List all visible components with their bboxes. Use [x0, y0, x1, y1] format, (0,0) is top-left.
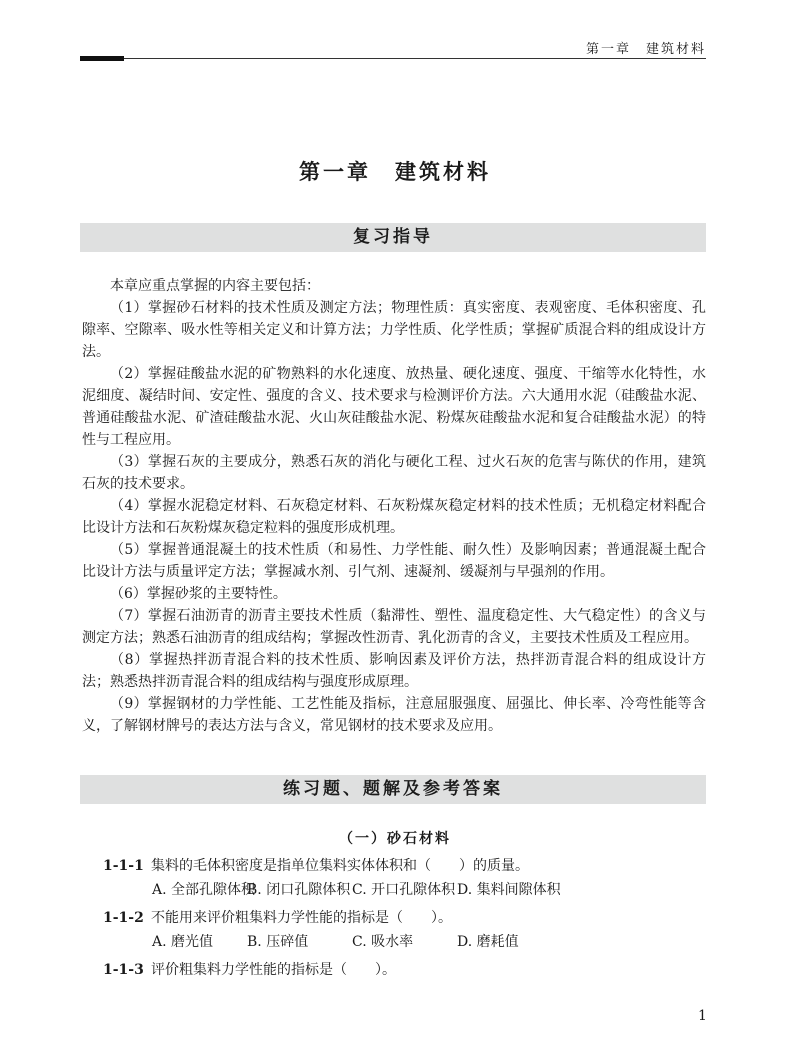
question-number: 1-1-3: [103, 962, 144, 978]
point-paragraph: （6）掌握砂浆的主要特性。: [110, 586, 287, 602]
intro-paragraph: 本章应重点掌握的内容主要包括：: [110, 278, 320, 294]
running-head: 第一章 建筑材料: [585, 42, 706, 57]
question-1-1-2: [103, 907, 452, 929]
review-body: [82, 275, 706, 737]
question-1-1-1: [103, 855, 529, 877]
point-paragraph: （4）掌握水泥稳定材料、石灰稳定材料、石灰粉煤灰稳定材料的技术性质；无机稳定材料配合比设计方法和石灰粉煤灰稳定粒料的强度形成机理。: [82, 498, 706, 536]
point-paragraph: （5）掌握普通混凝土的技术性质（和易性、力学性能、耐久性）及影响因素；普通混凝土配合比设计方法与质量评定方法；掌握减水剂、引气剂、速凝剂、缓凝剂与早强剂的作用。: [82, 542, 706, 580]
option-c: C. 吸水率: [352, 934, 414, 950]
question-text: 集料的毛体积密度是指单位集料实体体积和（ ）的质量。: [151, 858, 529, 874]
point-paragraph: （1）掌握砂石材料的技术性质及测定方法；物理性质：真实密度、表观密度、毛体积密度、孔隙率、空隙率、吸水性等相关定义和计算方法；力学性质、化学性质；掌握矿质混合料的组成设计方法。: [82, 300, 706, 360]
question-text: 评价粗集料力学性能的指标是（ ）。: [151, 962, 396, 978]
option-b: B. 闭口孔隙体积: [247, 882, 351, 898]
point-paragraph: （3）掌握石灰的主要成分，熟悉石灰的消化与硬化工程、过火石灰的危害与陈伏的作用，建筑石灰的技术要求。: [82, 454, 706, 492]
option-d: D. 磨耗值: [457, 934, 519, 950]
page-number: 1: [698, 1008, 707, 1024]
question-number: 1-1-1: [103, 858, 144, 874]
header-bar: [80, 56, 124, 61]
header-rule: [80, 58, 706, 59]
point-paragraph: （7）掌握石油沥青的沥青主要技术性质（黏滞性、塑性、温度稳定性、大气稳定性）的含义与测定方法；熟悉石油沥青的组成结构；掌握改性沥青、乳化沥青的含义，主要技术性质及工程应用。: [82, 608, 706, 646]
point-paragraph: （9）掌握钢材的力学性能、工艺性能及指标，注意屈服强度、屈强比、伸长率、冷弯性能等含义，了解钢材牌号的表达方法与含义，常见钢材的技术要求及应用。: [82, 696, 706, 734]
chapter-title: 第一章 建筑材料: [299, 159, 491, 184]
section-heading-exercises: 练习题、题解及参考答案: [80, 775, 706, 804]
option-d: D. 集料间隙体积: [457, 882, 561, 898]
point-paragraph: （2）掌握硅酸盐水泥的矿物熟料的水化速度、放热量、硬化速度、强度、干缩等水化特性，水泥细度、凝结时间、安定性、强度的含义、技术要求与检测评价方法。六大通用水泥（硅酸盐水泥、普通硅酸盐水泥、矿渣硅酸盐水泥、火山灰硅酸盐水泥、粉煤灰硅酸盐水泥和复合硅酸盐水泥）的特性与工程应用。: [82, 366, 706, 448]
subsection-title: （一）砂石材料: [339, 831, 451, 847]
option-a: A. 磨光值: [152, 934, 214, 950]
point-paragraph: （8）掌握热拌沥青混合料的技术性质、影响因素及评价方法，热拌沥青混合料的组成设计方法；熟悉热拌沥青混合料的组成结构与强度形成原理。: [82, 652, 706, 690]
option-b: B. 压碎值: [247, 934, 309, 950]
question-number: 1-1-2: [103, 910, 144, 926]
question-1-1-3: [103, 959, 396, 981]
option-c: C. 开口孔隙体积: [352, 882, 456, 898]
question-text: 不能用来评价粗集料力学性能的指标是（ ）。: [151, 910, 452, 926]
option-a: A. 全部孔隙体积: [152, 882, 256, 898]
section-heading-review: 复习指导: [80, 223, 706, 252]
